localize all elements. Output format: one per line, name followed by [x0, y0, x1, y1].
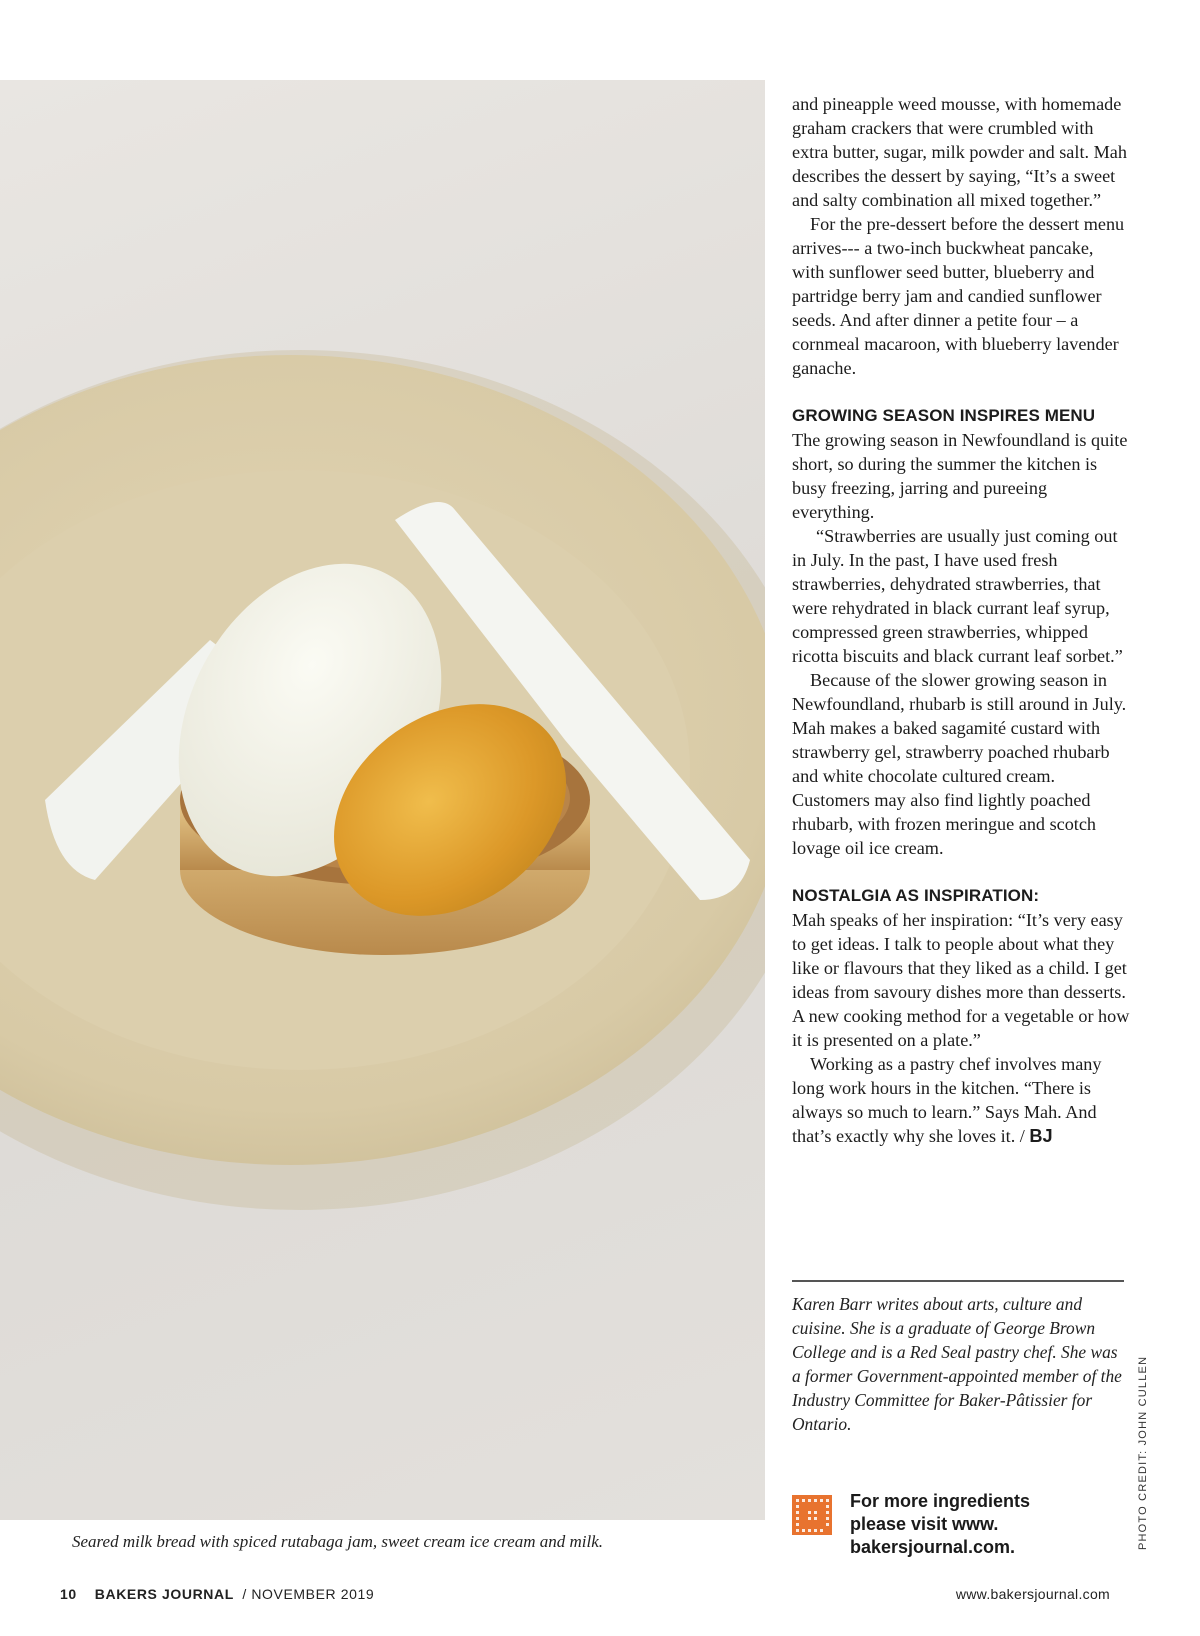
issue-date: / NOVEMBER 2019: [242, 1586, 375, 1602]
page-number: 10: [60, 1586, 77, 1602]
article-paragraph: “Strawberries are usually just coming out in July. In the past, I have used fresh strawberries, dehydrated strawberries, that were rehydrated in black currant leaf syrup, compressed green strawberries, whipped ricotta biscuits and black currant leaf sorbet.”: [792, 526, 1123, 666]
photo-credit: PHOTO CREDIT: JOHN CULLEN: [1137, 1355, 1149, 1550]
magazine-name: BAKERS JOURNAL: [94, 1586, 234, 1602]
article-paragraph: Because of the slower growing season in Newfoundland, rhubarb is still around in July. Mah makes a baked sagamité custard with strawberry gel, strawberry poached rhubarb and white chocolate cultured cream. Customers may also find lightly poached rhubarb, with frozen meringue and scotch lovage oil ice cream.: [792, 670, 1127, 858]
photo-caption: Seared milk bread with spiced rutabaga jam, sweet cream ice cream and milk.: [72, 1532, 603, 1551]
section-heading: GROWING SEASON INSPIRES MENU: [792, 406, 1096, 425]
dessert-photo: [0, 80, 765, 1520]
article-paragraph: [792, 1052, 1130, 1148]
article-paragraph: The growing season in Newfoundland is quite short, so during the summer the kitchen is busy freezing, jarring and pureeing everything.: [792, 430, 1128, 522]
closing-text: Working as a pastry chef involves many long work hours in the kitchen. “There is always so much to learn.” Says Mah. And that’s exactly why she loves it. /: [792, 1054, 1102, 1146]
signoff-mark: BJ: [1029, 1126, 1053, 1146]
article-paragraph: and pineapple weed mousse, with homemade graham crackers that were crumbled with extra butter, sugar, milk powder and salt. Mah describes the dessert by saying, “It’s a sweet and salty combination all mixed together.”: [792, 94, 1127, 210]
article-column: [792, 92, 1130, 1148]
bio-divider: [792, 1280, 1124, 1282]
article-paragraph: For the pre-dessert before the dessert menu arrives--- a two-inch buckwheat pancake, with sunflower seed butter, blueberry and partridge berry jam and candied sunflower seeds. And after dinner a petite four – a cornmeal macaroon, with blueberry lavender ganache.: [792, 214, 1125, 378]
promo-link-text[interactable]: For more ingredients please visit www. bakersjournal.com.: [850, 1491, 1031, 1557]
page-footer: [60, 1586, 1110, 1602]
section-heading: NOSTALGIA AS INSPIRATION:: [792, 886, 1040, 905]
website-link[interactable]: www.bakersjournal.com: [955, 1586, 1110, 1602]
dessert-plate-illustration: [0, 80, 765, 1520]
grid-logo-icon: [792, 1495, 832, 1535]
article-paragraph: Mah speaks of her inspiration: “It’s very easy to get ideas. I talk to people about what they like or flavours that they liked as a child. I get ideas from savoury dishes more than desserts. A new cooking method for a vegetable or how it is presented on a plate.”: [792, 910, 1130, 1050]
author-bio: Karen Barr writes about arts, culture and cuisine. She is a graduate of George Brown College and is a Red Seal pastry chef. She was a former Government-appointed member of the Industry Committee for Baker-Pâtissier for Ontario.: [792, 1294, 1122, 1434]
